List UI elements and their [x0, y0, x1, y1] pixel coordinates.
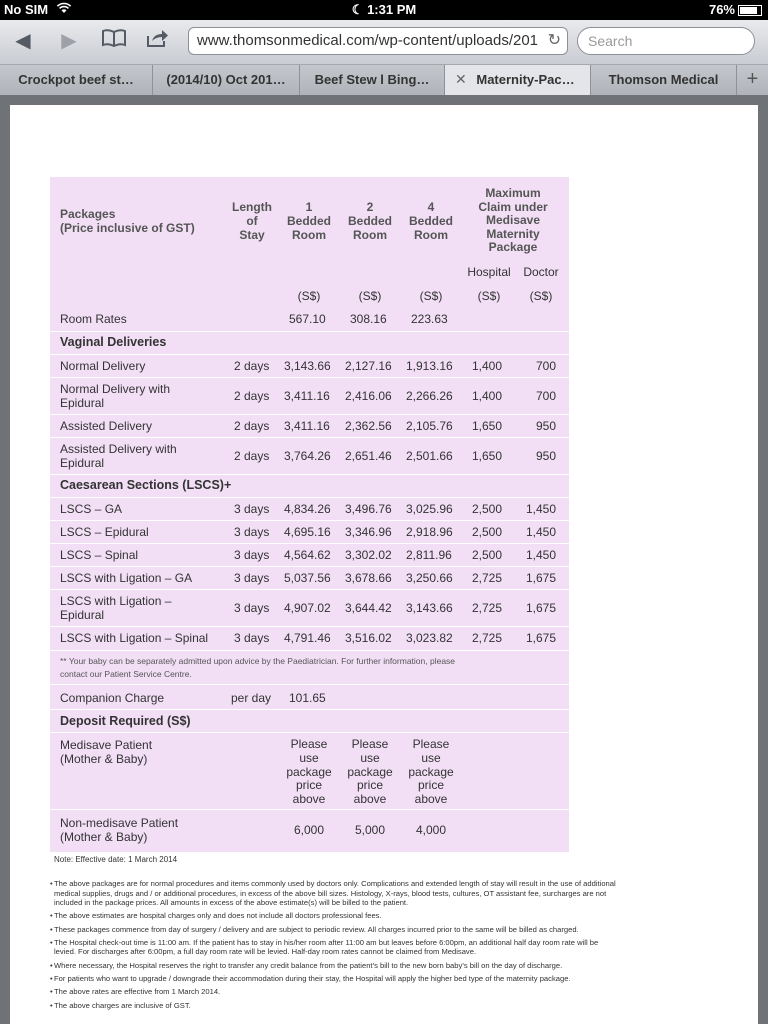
note-line: ** Your baby can be separately admitted upon advice by the Paediatrician. For further information, please: [60, 656, 456, 666]
price-2-bed: 3,516.02: [345, 630, 392, 645]
header-line: Room: [414, 228, 448, 242]
package-name-line: Assisted Delivery with: [60, 441, 177, 456]
package-name-line: Epidural: [60, 455, 105, 470]
medisave-doctor-claim: 950: [535, 448, 556, 463]
companion-charge-label: Companion Charge: [60, 691, 165, 705]
price-4-bed: 3,143.66: [406, 600, 453, 615]
text-line: above: [414, 792, 448, 807]
address-bar[interactable]: [188, 27, 568, 55]
battery-percent: 76%: [708, 2, 735, 17]
companion-charge-value: 101.65: [289, 691, 326, 705]
package-name: LSCS – Spinal: [60, 547, 139, 562]
package-name-line: Normal Delivery with: [60, 381, 171, 396]
medisave-doctor-claim: 1,675: [525, 600, 556, 615]
price-2-bed: 3,346.96: [345, 524, 392, 539]
price-2-bed: 2,127.16: [345, 358, 392, 373]
text-line: use: [299, 750, 319, 765]
header-line: Maximum: [485, 186, 541, 200]
bullet: •: [50, 924, 53, 934]
footnote-item: [50, 1000, 724, 1011]
reload-icon[interactable]: ↻: [547, 32, 561, 49]
length-of-stay-header: [228, 200, 276, 242]
room-rate-1-bed: 567.10: [289, 312, 326, 326]
length-of-stay: 3 days: [234, 547, 270, 562]
package-name: [60, 594, 171, 622]
tab-label: Maternity-Pac…: [476, 72, 575, 87]
medisave-doctor-claim: 1,450: [525, 547, 556, 562]
non-medisave-patient-label: [60, 816, 178, 844]
length-of-stay: 3 days: [234, 524, 270, 539]
package-name: [60, 382, 170, 410]
one-bedded-header: [283, 200, 335, 242]
header-line: 4: [427, 200, 435, 214]
use-package-price-2-bed: [344, 738, 396, 807]
text-line: price: [356, 778, 383, 793]
status-bar: [0, 0, 768, 20]
tab-label: Thomson Medical: [608, 72, 719, 87]
forward-button[interactable]: [54, 28, 84, 54]
row-divider: [50, 566, 569, 567]
note-line: contact our Patient Service Centre.: [60, 669, 192, 679]
length-of-stay: 2 days: [234, 418, 270, 433]
footnote-line: Where necessary, the Hospital reserves the right to transfer any credit balance from the patient’s bill to the new born baby’s bill on the day of discharge.: [54, 960, 563, 970]
price-1-bed: 4,907.02: [284, 600, 331, 615]
package-name-line: Epidural: [60, 395, 105, 410]
price-2-bed: 3,302.02: [345, 547, 392, 562]
package-name-line: Epidural: [60, 607, 105, 622]
label-line: Medisave Patient: [60, 738, 153, 752]
tab-thomson-medical[interactable]: [591, 65, 737, 95]
package-name-line: LSCS with Ligation –: [60, 593, 172, 608]
deposit-4-bed: 4,000: [415, 823, 447, 837]
length-of-stay: 3 days: [234, 600, 270, 615]
price-1-bed: 3,411.16: [284, 388, 330, 403]
tab-label: (2014/10) Oct 201…: [166, 72, 286, 87]
use-package-price-4-bed: [405, 738, 457, 807]
medisave-hospital-claim: 2,500: [472, 501, 503, 516]
four-bedded-header: [405, 200, 457, 242]
book-icon: [101, 29, 127, 47]
header-line: 2: [366, 200, 374, 214]
medisave-doctor-claim: 1,675: [525, 570, 556, 585]
medisave-claim-header: [465, 187, 561, 255]
search-field[interactable]: [577, 27, 755, 55]
url-text: www.thomsonmedical.com/wp-content/uploads/201: [197, 32, 539, 49]
tab-2014-oct[interactable]: [153, 65, 300, 95]
row-divider: [50, 437, 569, 438]
back-arrow-icon: ◀: [15, 30, 31, 52]
tab-label: Beef Stew l Bing…: [314, 72, 430, 87]
footnote-item: [50, 879, 724, 908]
price-2-bed: 3,496.76: [345, 501, 392, 516]
medisave-hospital-claim: 2,725: [472, 630, 503, 645]
row-divider: [50, 589, 569, 590]
room-rate-2-bed: 308.16: [350, 312, 387, 326]
room-rates-label: Room Rates: [60, 312, 127, 326]
bullet: •: [50, 1000, 53, 1010]
bullet: •: [50, 974, 53, 983]
currency-label: (S$): [419, 289, 443, 303]
medisave-doctor-claim: 1,675: [525, 630, 556, 645]
bullet: •: [50, 987, 53, 997]
header-line: Bedded: [347, 214, 392, 228]
moon-icon: ☾: [351, 2, 364, 17]
companion-charge-unit: per day: [231, 691, 272, 705]
deposit-1-bed: 6,000: [293, 823, 325, 837]
hospital-subheader: Hospital: [467, 265, 511, 279]
footnote-item: [50, 960, 724, 971]
bullet: •: [50, 911, 53, 921]
price-1-bed: 3,764.26: [284, 448, 331, 463]
text-line: package: [408, 764, 454, 779]
header-line: Bedded: [408, 214, 453, 228]
section-title: Deposit Required (S$): [60, 714, 191, 728]
footnote-item: [50, 924, 724, 935]
price-4-bed: 2,811.96: [406, 547, 452, 562]
tab-crockpot[interactable]: [0, 65, 153, 95]
medisave-doctor-claim: 700: [535, 358, 556, 373]
price-1-bed: 4,834.26: [284, 501, 331, 516]
forward-arrow-icon: ▶: [61, 30, 77, 52]
header-line: Claim under: [478, 199, 548, 214]
medisave-hospital-claim: 1,400: [472, 358, 503, 373]
footnote-line: The above packages are for normal procedures and items commonly used by doctors only. Complications and extended length of stay will result in the use of additional: [54, 879, 616, 888]
label-line: (Mother & Baby): [60, 830, 148, 844]
section-title: Vaginal Deliveries: [60, 335, 167, 349]
price-4-bed: 3,023.82: [406, 630, 453, 645]
baby-admission-note: [60, 655, 455, 681]
header-line: of: [246, 214, 258, 228]
medisave-hospital-claim: 2,725: [472, 570, 503, 585]
price-4-bed: 2,918.96: [406, 524, 453, 539]
text-line: above: [353, 792, 387, 807]
bullet: •: [50, 937, 53, 947]
length-of-stay: 2 days: [234, 388, 270, 403]
price-2-bed: 3,678.66: [345, 570, 392, 585]
bookmarks-button[interactable]: [99, 28, 129, 54]
footnote-line: The above estimates are hospital charges only and does not include all doctors professional fees.: [54, 911, 382, 921]
text-line: price: [417, 778, 444, 793]
text-line: package: [286, 764, 332, 779]
length-of-stay: 3 days: [234, 630, 270, 645]
header-line: Medisave: [485, 213, 541, 228]
header-line: Room: [292, 228, 326, 242]
package-name: LSCS – GA: [60, 501, 123, 516]
price-4-bed: 1,913.16: [406, 358, 453, 373]
footnote-line: For patients who want to upgrade / downgrade their accommodation during their stay, the Hospital will apply the higher bed type of the maternity package.: [54, 974, 571, 983]
section-title: Caesarean Sections (LSCS)+: [60, 478, 232, 492]
header-line: Stay: [239, 228, 265, 242]
label-line: (Mother & Baby): [60, 752, 148, 766]
text-line: Please: [290, 737, 328, 751]
package-name: Assisted Delivery: [60, 418, 153, 433]
label-line: Non-medisave Patient: [60, 816, 179, 830]
battery-status: [709, 2, 762, 17]
share-button[interactable]: [143, 28, 173, 54]
footnote-item: [50, 987, 724, 997]
price-1-bed: 4,564.62: [284, 547, 331, 562]
footnote-line: levied. For discharges after 6:00pm, a full day room rate will be levied. Half-day room rates cannot be claimed from Medisave.: [54, 947, 477, 957]
text-line: Please: [412, 737, 450, 751]
room-rate-4-bed: 223.63: [411, 312, 448, 326]
package-name: Normal Delivery: [60, 358, 146, 373]
length-of-stay: 3 days: [234, 501, 270, 516]
bullet: •: [50, 960, 53, 970]
footnote-item: [50, 974, 724, 984]
back-button[interactable]: [8, 28, 38, 54]
footnote-line: These packages commence from day of surgery / delivery and are subject to periodic review. All charges incurred prior to the same will be billed as charged.: [54, 924, 579, 934]
footnote-line: included in the package prices. All amounts in excess of the above estimate(s) will be billed to the patient.: [54, 898, 409, 907]
price-2-bed: 3,644.42: [345, 600, 392, 615]
row-divider: [50, 626, 569, 627]
footnote-item: [50, 911, 724, 921]
text-line: above: [292, 792, 326, 807]
footnote-item: [50, 937, 724, 957]
tab-label: Crockpot beef st…: [18, 72, 134, 87]
medisave-patient-label: [60, 738, 152, 766]
footnote-line: The above charges are inclusive of GST.: [54, 1000, 191, 1010]
row-divider: [50, 414, 569, 415]
footnote-line: The Hospital check-out time is 11:00 am. If the patient has to stay in his/her room after 11:00 am but leaves before 6:00pm, an additional half day room rate will be: [54, 937, 599, 947]
packages-header: [60, 207, 195, 235]
header-line: Length: [232, 200, 272, 214]
search-placeholder: Search: [588, 33, 633, 49]
deposit-2-bed: 5,000: [354, 823, 386, 837]
battery-icon: [738, 5, 762, 16]
row-divider: [50, 377, 569, 378]
medisave-hospital-claim: 2,500: [472, 524, 503, 539]
currency-label: (S$): [297, 289, 321, 303]
use-package-price-1-bed: [283, 738, 335, 807]
footnote-line: medical supplies, drugs and / or additional procedures, in excess of the above bill sizes. Histology, X-rays, blood tests, cultures, OT assistant fee, surcharges are not: [54, 888, 607, 898]
plus-icon: +: [746, 68, 759, 90]
package-name: LSCS with Ligation – GA: [60, 570, 193, 585]
text-line: use: [421, 750, 441, 765]
tab-beef-stew[interactable]: [300, 65, 445, 95]
package-name: LSCS – Epidural: [60, 524, 149, 539]
carrier-label: No SIM: [4, 2, 49, 17]
document-page: [10, 105, 758, 1024]
price-1-bed: 3,411.16: [284, 418, 330, 433]
maternity-packages-table: [50, 177, 569, 852]
medisave-doctor-claim: 950: [535, 418, 556, 433]
clock: [0, 2, 768, 18]
price-1-bed: 4,695.16: [284, 524, 331, 539]
share-icon: [146, 28, 170, 48]
package-name: LSCS with Ligation – Spinal: [60, 630, 209, 645]
browser-toolbar: [0, 20, 768, 65]
price-2-bed: 2,416.06: [345, 388, 392, 403]
length-of-stay: 3 days: [234, 570, 270, 585]
price-4-bed: 3,025.96: [406, 501, 453, 516]
packages-header-title: Packages: [60, 207, 116, 221]
currency-label: (S$): [477, 289, 501, 303]
text-line: price: [295, 778, 322, 793]
medisave-doctor-claim: 1,450: [525, 524, 556, 539]
header-line: Package: [488, 240, 538, 255]
header-line: Maternity: [486, 226, 540, 241]
price-2-bed: 2,651.46: [345, 448, 392, 463]
tab-maternity-packages[interactable]: [445, 65, 591, 95]
text-line: use: [360, 750, 380, 765]
effective-date-note: Note: Effective date: 1 March 2014: [54, 855, 178, 864]
medisave-hospital-claim: 1,400: [472, 388, 503, 403]
price-4-bed: 2,105.76: [406, 418, 453, 433]
medisave-hospital-claim: 2,500: [472, 547, 503, 562]
package-name: [60, 442, 177, 470]
price-2-bed: 2,362.56: [345, 418, 392, 433]
price-1-bed: 3,143.66: [284, 358, 331, 373]
time-label: 1:31 PM: [367, 2, 417, 17]
price-4-bed: 3,250.66: [406, 570, 453, 585]
close-tab-icon[interactable]: ✕: [455, 71, 467, 87]
length-of-stay: 2 days: [234, 358, 270, 373]
header-line: Bedded: [286, 214, 331, 228]
new-tab-button[interactable]: [737, 65, 768, 95]
currency-label: (S$): [358, 289, 382, 303]
price-1-bed: 4,791.46: [284, 630, 331, 645]
price-4-bed: 2,501.66: [406, 448, 453, 463]
two-bedded-header: [344, 200, 396, 242]
bullet: •: [50, 879, 53, 888]
medisave-doctor-claim: 1,450: [525, 501, 556, 516]
medisave-doctor-claim: 700: [535, 388, 556, 403]
price-4-bed: 2,266.26: [406, 388, 453, 403]
currency-label: (S$): [529, 289, 553, 303]
medisave-hospital-claim: 2,725: [472, 600, 503, 615]
header-line: 1: [305, 200, 313, 214]
price-1-bed: 5,037.56: [284, 570, 331, 585]
medisave-hospital-claim: 1,650: [472, 448, 503, 463]
packages-header-subtitle: (Price inclusive of GST): [60, 221, 195, 235]
medisave-hospital-claim: 1,650: [472, 418, 503, 433]
row-divider: [50, 520, 569, 521]
length-of-stay: 2 days: [234, 448, 270, 463]
tab-bar: [0, 65, 768, 95]
row-divider: [50, 543, 569, 544]
text-line: Please: [351, 737, 389, 751]
doctor-subheader: Doctor: [523, 265, 559, 279]
footnote-line: The above rates are effective from 1 March 2014.: [54, 987, 221, 997]
header-line: Room: [353, 228, 387, 242]
text-line: package: [347, 764, 393, 779]
